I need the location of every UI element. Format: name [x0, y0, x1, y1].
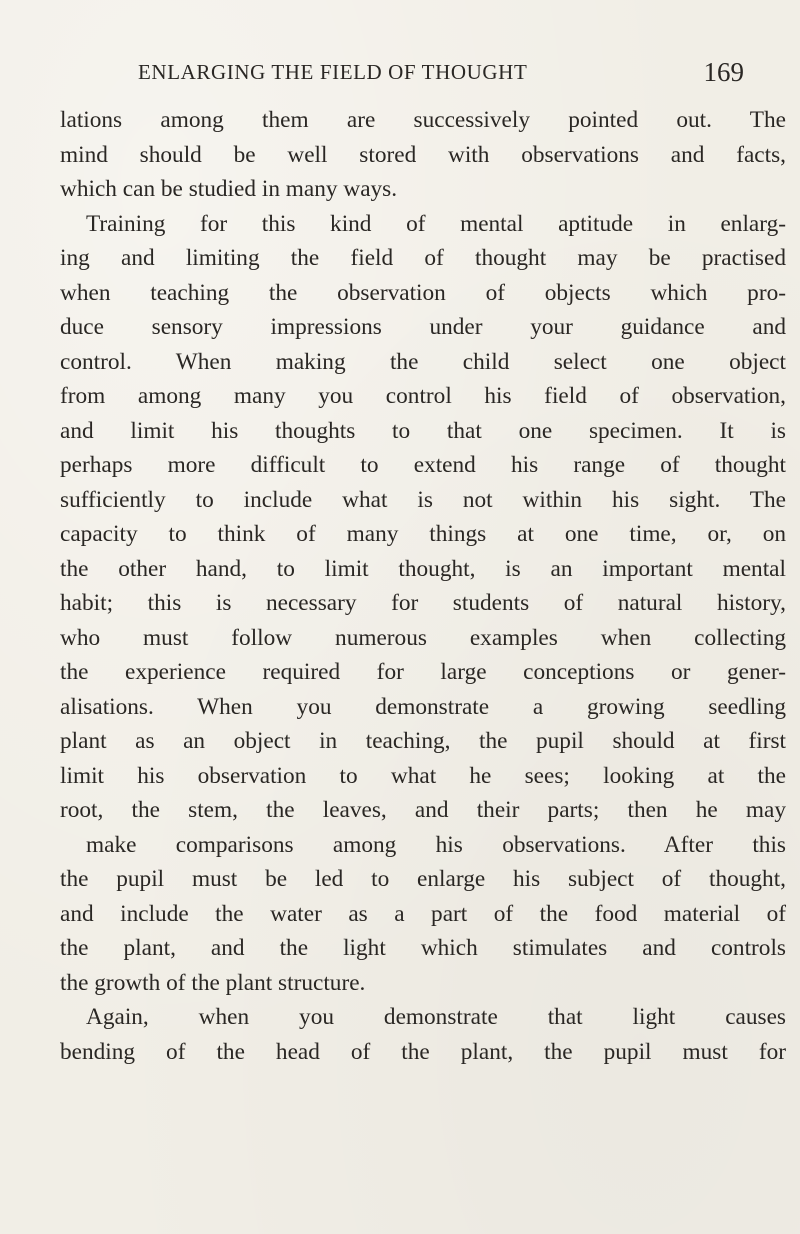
- text-line: root, the stem, the leaves, and their parts; then he may: [60, 797, 786, 823]
- text-line: which can be studied in many ways.: [60, 176, 398, 202]
- running-title: ENLARGING THE FIELD OF THOUGHT: [138, 60, 528, 84]
- running-head: [138, 57, 778, 96]
- text-line: who must follow numerous examples when collecting: [60, 624, 786, 651]
- page-number: 169: [703, 57, 744, 87]
- text-line: make comparisons among his observations. After this: [86, 831, 786, 858]
- text-line: perhaps more difficult to extend his range of thought: [60, 452, 786, 478]
- text-line: when teaching the observation of objects which pro-: [60, 279, 786, 306]
- text-line: from among many you control his field of observation,: [60, 383, 786, 409]
- text-line: the pupil must be led to enlarge his subject of thought,: [60, 866, 786, 892]
- text-line: and include the water as a part of the food material of: [60, 900, 786, 927]
- text-line: Training for this kind of mental aptitude in enlarg-: [86, 210, 786, 237]
- text-line: sufficiently to include what is not within his sight. The: [60, 486, 786, 513]
- text-line: ing and limiting the field of thought may be practised: [60, 245, 786, 271]
- text-line: alisations. When you demonstrate a growing seedling: [60, 693, 786, 720]
- text-line: limit his observation to what he sees; looking at the: [60, 762, 786, 789]
- text-line: bending of the head of the plant, the pupil must for: [60, 1038, 786, 1065]
- text-line: control. When making the child select one object: [60, 348, 786, 375]
- text-line: the plant, and the light which stimulates and controls: [60, 935, 786, 961]
- text-line: the experience required for large conceptions or gener-: [60, 659, 786, 685]
- text-line: plant as an object in teaching, the pupil should at first: [60, 728, 786, 754]
- text-line: duce sensory impressions under your guidance and: [60, 314, 786, 340]
- text-line: lations among them are successively pointed out. The: [60, 107, 786, 133]
- text-line: the other hand, to limit thought, is an important mental: [60, 555, 786, 582]
- text-line: habit; this is necessary for students of natural history,: [60, 590, 786, 616]
- text-line: Again, when you demonstrate that light causes: [86, 1004, 786, 1030]
- text-line: mind should be well stored with observations and facts,: [60, 141, 786, 168]
- body-text: [60, 103, 786, 1069]
- text-line: and limit his thoughts to that one specimen. It is: [60, 417, 786, 444]
- text-line: capacity to think of many things at one time, or, on: [60, 521, 786, 547]
- text-line: the growth of the plant structure.: [60, 969, 366, 996]
